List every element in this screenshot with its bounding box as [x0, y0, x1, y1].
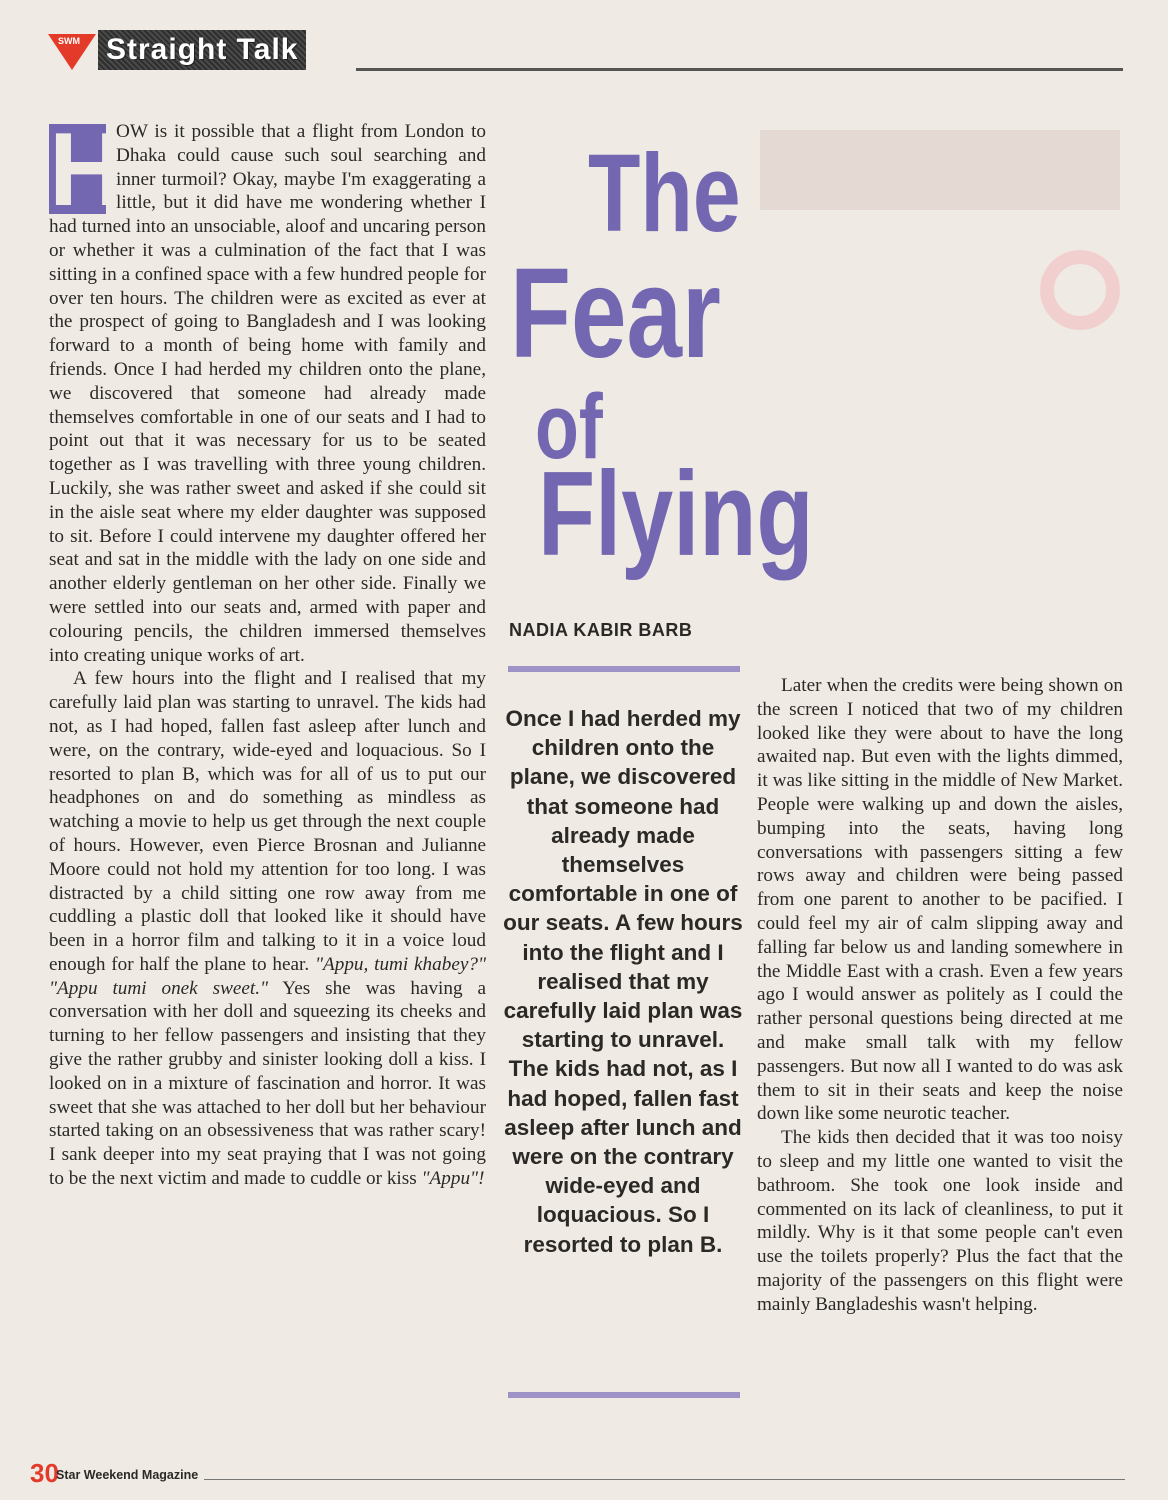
article-paragraph-4: The kids then decided that it was too noisy to sleep and my little one wanted to visit the bathroom. She took one look inside and commented on its lack of cleanliness, to put it mildly. Why is it that some people can't even use the toilets properly? Plus the fact that the majority of the passengers on this flight were mainly Bangladeshis wasn't helping.: [757, 1127, 1123, 1315]
logo-text: SWM: [58, 36, 80, 46]
magazine-logo-icon: [48, 34, 96, 70]
pull-quote-rule-top: [508, 666, 740, 672]
article-paragraph-2: [49, 667, 486, 1191]
paragraph-2-quote: "Appu, tumi khabey?" "Appu tumi onek sweet.": [49, 953, 487, 999]
page-footer: [30, 1458, 1125, 1488]
section-header: [48, 30, 1123, 72]
author-byline: NADIA KABIR BARB: [509, 620, 693, 640]
page-number: 30: [30, 1458, 59, 1488]
drop-cap: H: [49, 112, 125, 228]
section-title: Straight Talk: [98, 30, 306, 70]
title-line-the: The: [588, 132, 741, 255]
magazine-name: Star Weekend Magazine: [56, 1468, 199, 1482]
paragraph-2-quote-end: "Appu"!: [421, 1168, 485, 1190]
article-paragraph-1: [49, 112, 486, 667]
article-paragraph-3: Later when the credits were being shown on the screen I noticed that two of my children looked like they were about to have the long awaited nap. But even with the lights dimmed, it was like sitting in the middle of New Market. People were walking up and down the aisles, bumping into the seats, having long conversations with passengers sitting a few rows away and children were being passed from one parent to another to be pacified. I could feel my air of calm slipping away and falling far below us and landing somewhere in the Middle East with a crash. Even a few years ago I would answer as politely as I could the rather personal questions being directed at me and make small talk with my fellow passengers. But now all I wanted to do was ask them to sit in their seats and keep the noise down like some neurotic teacher.: [757, 675, 1123, 1125]
title-line-of: of: [535, 376, 603, 478]
paragraph-1-text: OW is it possible that a flight from London to Dhaka could cause such soul searching and inner turmoil? Okay, maybe I'm exaggerating a little, but it did have me wondering whether I had turned into an unsociable, aloof and uncaring person or whether it was a culmination of the fact that I was sitting in a confined space with a few hundred people for over ten hours. The children were as excited as ever at the prospect of going to Bangladesh and I was looking forward to a month of being home with family and friends. Once I had herded my children onto the plane, we discovered that someone had already made themselves comfortable in one of our seats and I had to point out that it was necessary for us to be seated together as I was travelling with three young children. Luckily, she was rather sweet and asked if she could sit in the aisle seat where my elder daughter was supposed to sit. Before I could intervene my daughter offered her seat and sat in the middle with the lady on one side and another elderly gentleman on her other side. Finally we were settled into our seats and, armed with paper and colouring pencils, the children immersed themselves into creating unique works of art.: [49, 121, 486, 666]
article-column-1: [49, 112, 487, 1191]
paragraph-2-text: A few hours into the flight and I realised that my carefully laid plan was starting to unravel. The kids had not, as I had hoped, fallen fast asleep after lunch and were, on the contrary, wide-eyed and loquacious. So I resorted to plan B, which was for all of us to put our headphones on and do something as mindless as watching a movie to help us get through the next couple of hours. However, even Pierce Brosnan and Julianne Moore could not hold my attention for too long. I was distracted by a child sitting one row away from me cuddling a plastic doll that looked like it should have been in a horror film and talking to it in a voice loud enough for half the plane to hear.: [49, 668, 486, 975]
article-column-3: [757, 674, 1123, 1317]
pull-quote: Once I had herded my children onto the plane, we discovered that someone had already made themselves comfortable in one of our seats. A few hours into the flight and I realised that my carefully laid plan was starting to unravel. The kids had not, as I had hoped, fallen fast asleep after lunch and were on the contrary wide-eyed and loquacious. So I resorted to plan B.: [503, 706, 743, 1257]
paragraph-2-text-cont: Yes she was having a conversation with her doll and squeezing its cheeks and turning to her fellow passengers and insisting that they give the rather grubby and sinister looking doll a kiss. I looked on in a mixture of fascination and horror. It was sweet that she was attached to her doll but her behaviour started taking on an obsessiveness that was rather scary! I sank deeper into my seat praying that I was not going to be the next victim and made to cuddle or kiss: [49, 977, 486, 1190]
title-line-fear: Fear: [510, 242, 721, 385]
pull-quote-rule-bottom: [508, 1392, 740, 1398]
reverse-page-show-through: [760, 130, 1120, 210]
header-rule: [356, 68, 1123, 71]
reverse-page-circle-mark: [1040, 250, 1120, 330]
title-line-flying: Flying: [538, 447, 814, 581]
footer-rule: [204, 1479, 1125, 1480]
